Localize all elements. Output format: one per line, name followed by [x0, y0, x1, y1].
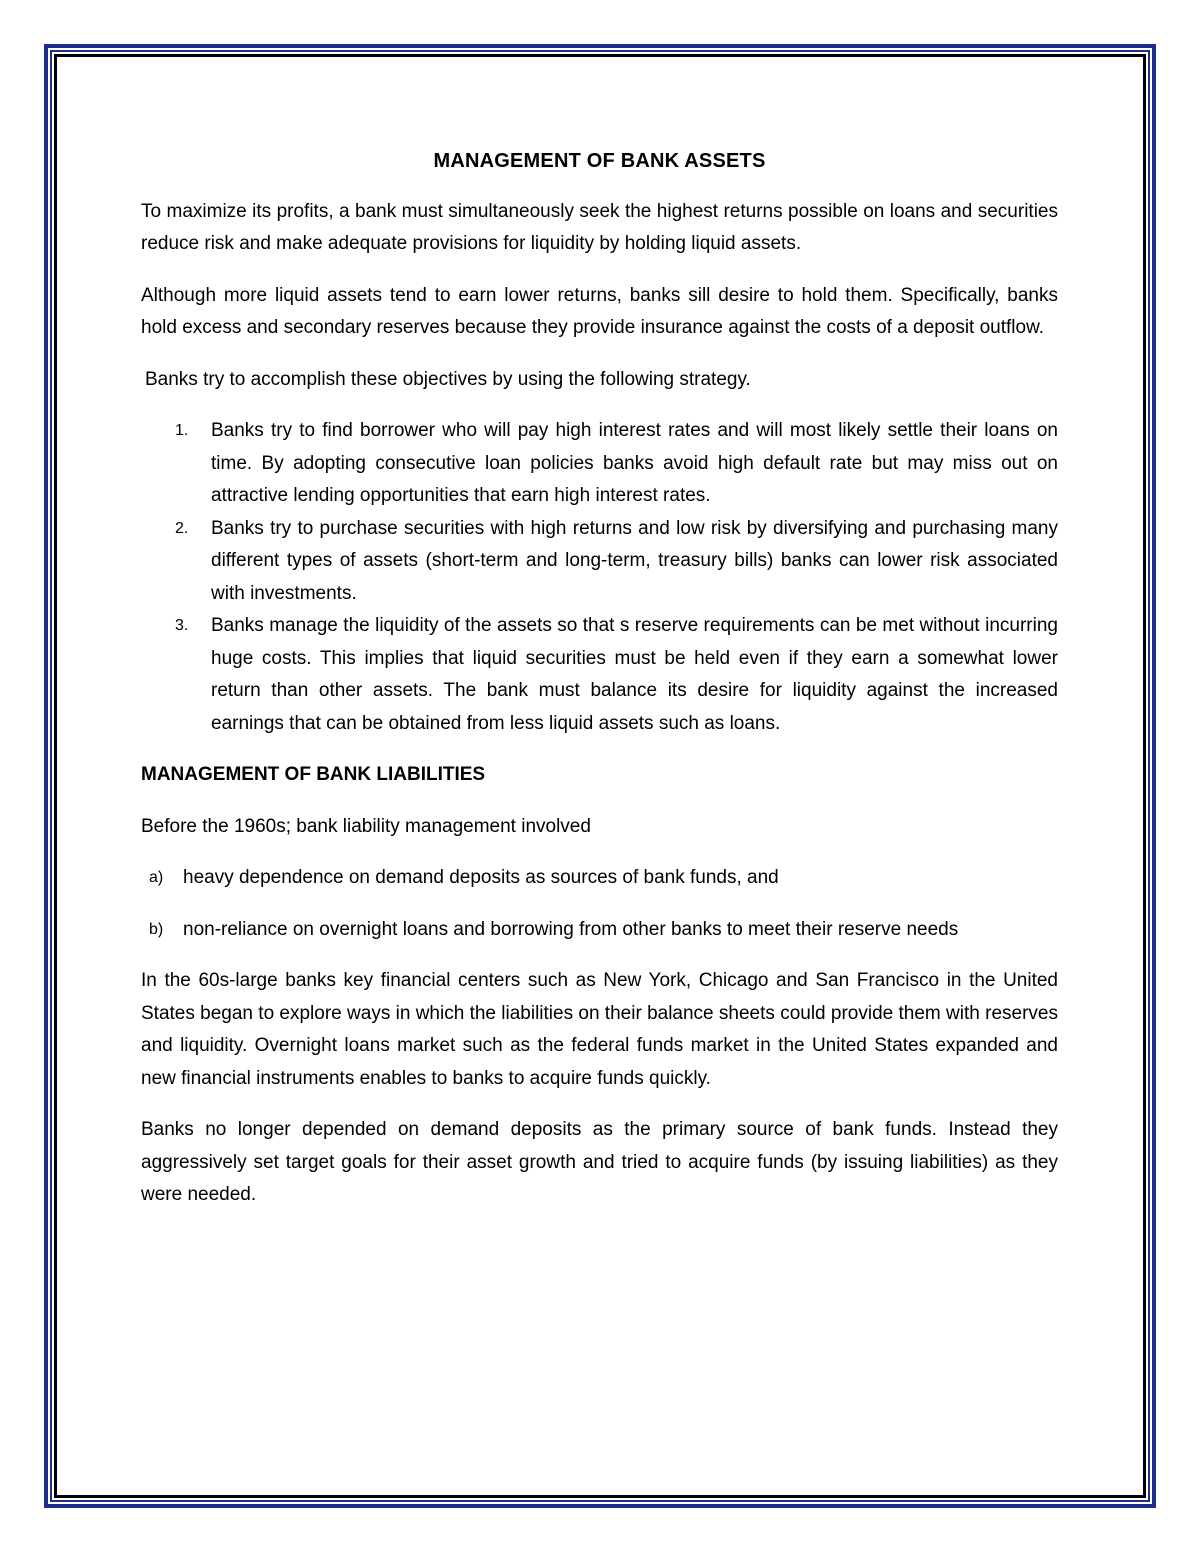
list-item-text: Banks manage the liquidity of the assets so that s reserve requirements can be met without incurring huge costs. This implies that liquid securities must be held even if they earn a somewhat lower return than other assets. The bank must balance its desire for liquidity against the increased earnings that can be obtained from less liquid assets such as loans. — [211, 615, 1058, 734]
list-item-marker: 1. — [175, 422, 189, 439]
paragraph-liabilities-intro: Before the 1960s; bank liability management involved — [141, 815, 591, 837]
list-item-marker: 3. — [175, 617, 189, 634]
list-item — [149, 914, 1058, 947]
list-item — [175, 513, 1058, 611]
list-item-text: non-reliance on overnight loans and borrowing from other banks to meet their reserve needs — [183, 918, 959, 940]
list-item — [149, 862, 1058, 895]
list-item-text: Banks try to find borrower who will pay high interest rates and will most likely settle their loans on time. By adopting consecutive loan policies banks avoid high default rate but may miss out on attractive lending opportunities that earn high interest rates. — [211, 420, 1058, 506]
list-item-marker: 2. — [175, 519, 189, 537]
paragraph-liabilities-1: In the 60s-large banks key financial centers such as New York, Chicago and San Francisco in the United States began to explore ways in which the liabilities on their balance sheets could provide them with reserves and liquidity. Overnight loans market such as the federal funds market in the United States expanded and new financial instruments enables to banks to acquire funds quickly. — [141, 970, 1058, 1089]
list-item — [175, 610, 1058, 740]
paragraph-assets-1: To maximize its profits, a bank must simultaneously seek the highest returns possible on loans and securities reduce risk and make adequate provisions for liquidity by holding liquid assets. — [141, 200, 1058, 254]
list-item — [175, 415, 1058, 513]
list-item-marker: a) — [149, 869, 164, 886]
list-item-text: Banks try to purchase securities with high returns and low risk by diversifying and purchasing many different types of assets (short-term and long-term, treasury bills) banks can lower risk associated with investments. — [211, 517, 1058, 604]
section-heading-liabilities: MANAGEMENT OF BANK LIABILITIES — [141, 764, 486, 785]
paragraph-liabilities-2: Banks no longer depended on demand deposits as the primary source of bank funds. Instead they aggressively set target goals for their asset growth and tried to acquire funds (by issuing liabilities) as they were needed. — [141, 1119, 1058, 1205]
page-title: MANAGEMENT OF BANK ASSETS — [433, 150, 766, 172]
paragraph-assets-3: Banks try to accomplish these objectives by using the following strategy. — [145, 368, 751, 390]
strategy-list — [141, 415, 1058, 740]
list-item-text: heavy dependence on demand deposits as sources of bank funds, and — [183, 867, 779, 888]
paragraph-assets-2: Although more liquid assets tend to earn lower returns, banks sill desire to hold them. Specifically, banks hold excess and secondary reserves because they provide insurance against the costs of a deposit outflow. — [141, 284, 1058, 338]
liabilities-list — [141, 862, 1058, 946]
list-item-marker: b) — [149, 920, 164, 938]
document-body — [141, 145, 1058, 1231]
